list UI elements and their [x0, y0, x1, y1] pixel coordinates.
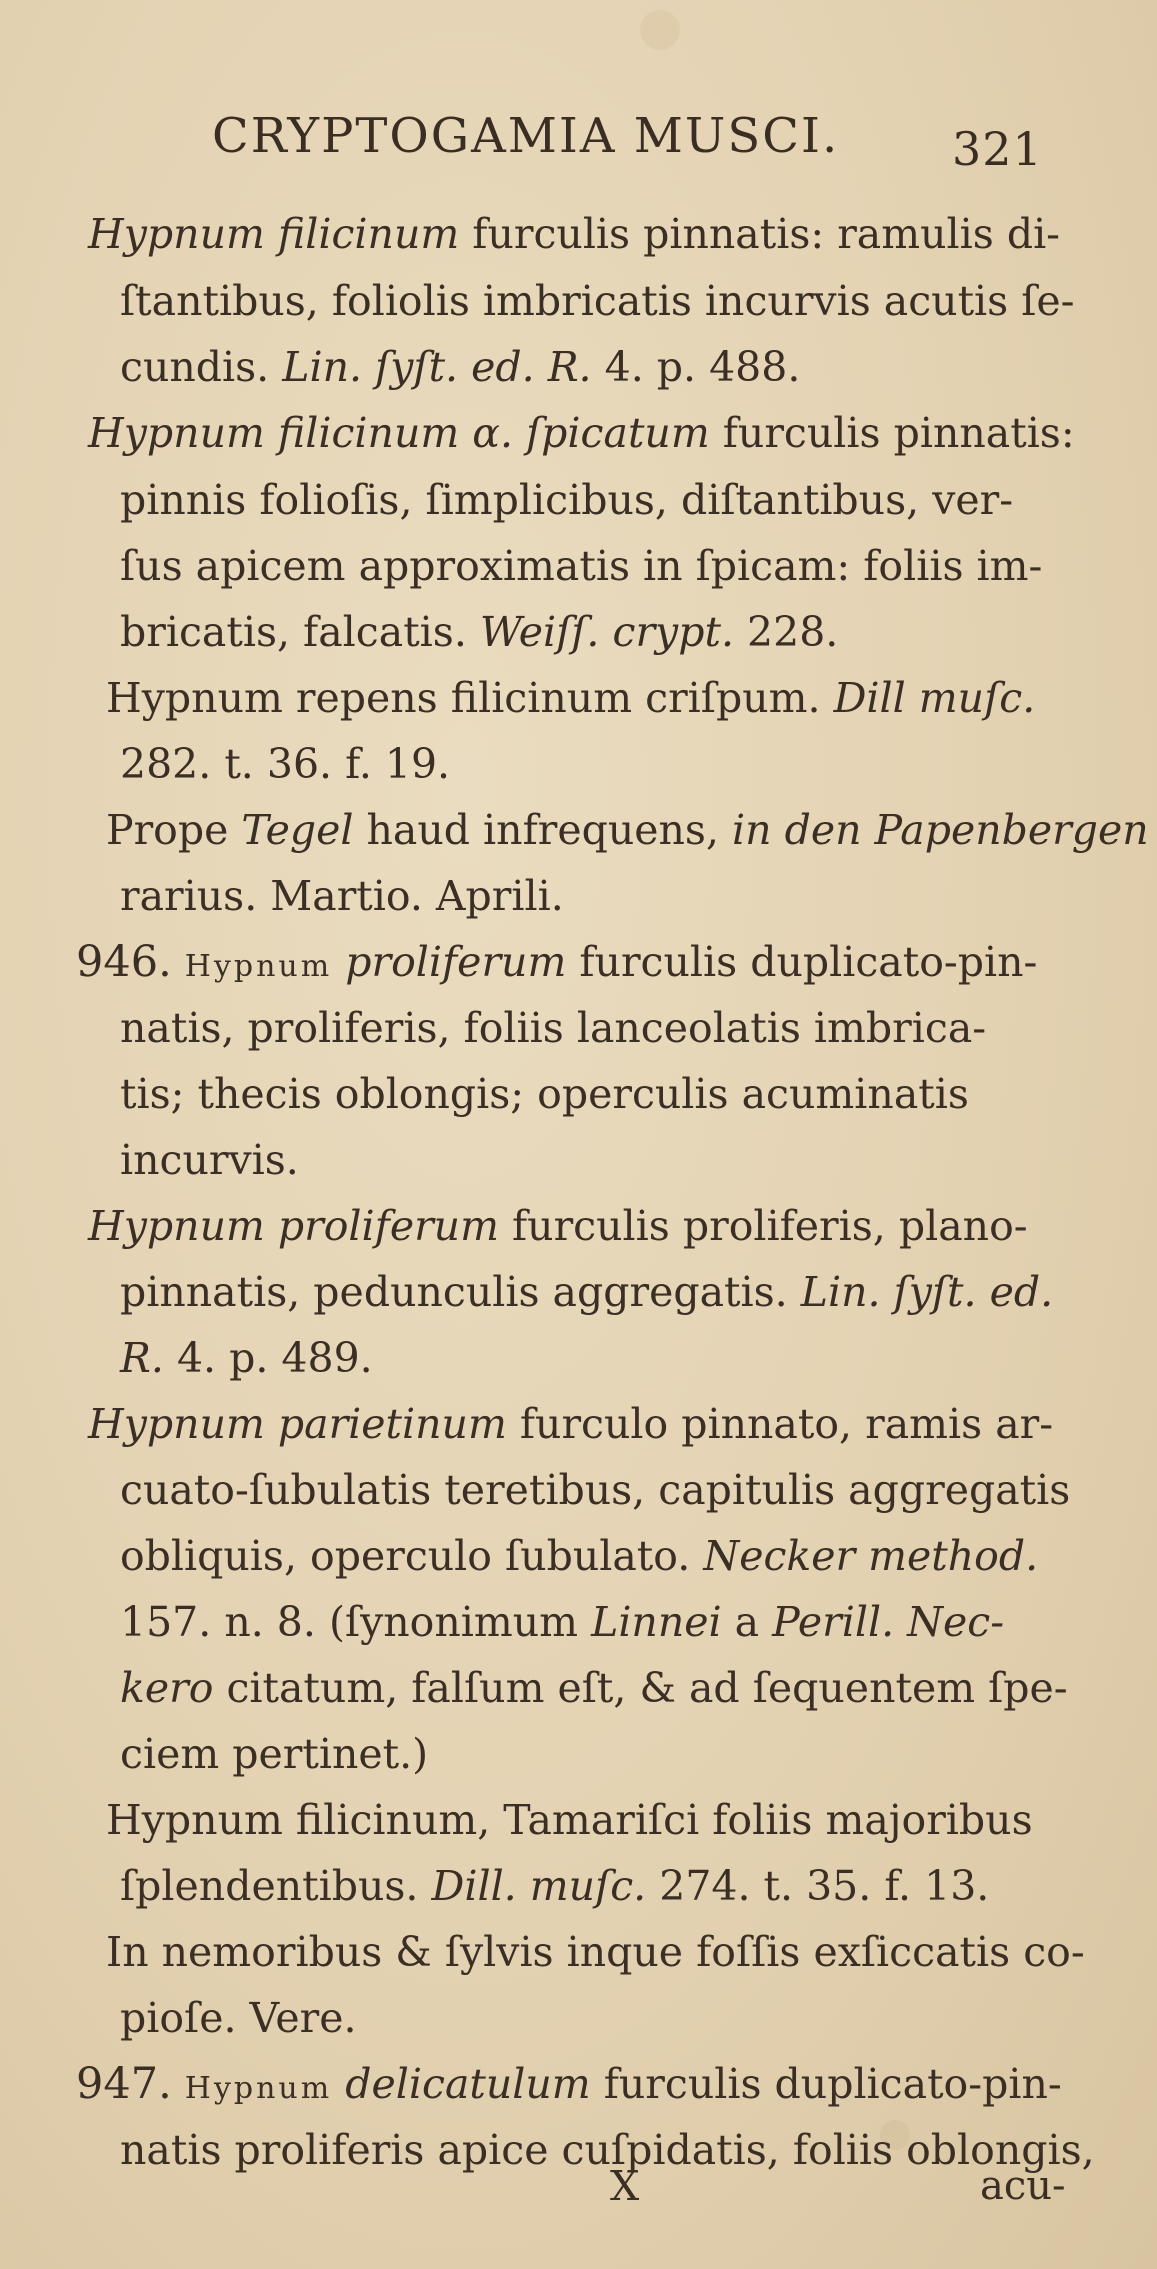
italic-text: Weiſſ. crypt.: [479, 608, 734, 656]
text-line: [120, 540, 1042, 592]
text-run: obliquis, operculo ſubulato.: [120, 1532, 704, 1580]
text-run: furculis duplicato-pin-: [566, 938, 1038, 986]
italic-text: Necker method.: [703, 1532, 1039, 1580]
italic-text: Linnei: [591, 1598, 722, 1646]
text-run: [332, 2060, 345, 2108]
text-run: ſplendentibus.: [120, 1862, 432, 1910]
text-line: [106, 1926, 1085, 1978]
text-line: [120, 1662, 1068, 1714]
text-run: 157. n. 8. (ſynonimum: [120, 1598, 592, 1646]
text-run: cuato-ſubulatis teretibus, capitulis aggregatis: [120, 1466, 1071, 1514]
text-line: [88, 208, 1060, 260]
entry-number: 946.: [76, 937, 172, 987]
text-run: pioſe. Vere.: [120, 1994, 357, 2042]
running-title: CRYPTOGAMIA MUSCI.: [212, 108, 840, 164]
italic-text: Lin. ſyſt. ed.: [800, 1268, 1054, 1316]
text-run: 228.: [733, 608, 839, 656]
text-line: [120, 1860, 989, 1912]
text-line: [76, 2058, 1062, 2110]
text-line: [120, 2124, 1095, 2176]
text-run: [332, 938, 345, 986]
italic-text: Tegel: [241, 806, 354, 854]
italic-text: Hypnum filicinum: [88, 210, 460, 258]
text-run: 4. p. 488.: [591, 343, 801, 391]
text-line: [120, 1266, 1053, 1318]
italic-text: delicatulum: [345, 2060, 591, 2108]
text-run: [172, 2060, 185, 2108]
italic-text: R.: [120, 1334, 164, 1382]
italic-text: Hypnum parietinum: [88, 1400, 507, 1448]
text-line: [120, 1332, 373, 1384]
genus-small-caps: Hypnum: [184, 949, 333, 984]
text-run: rarius. Martio. Aprili.: [120, 872, 564, 920]
text-line: [120, 1728, 428, 1780]
text-run: In nemoribus & ſylvis inque foſſis exſiccatis co-: [106, 1928, 1085, 1976]
text-run: furculis proliferis, plano-: [498, 1202, 1028, 1250]
italic-text: kero: [120, 1664, 214, 1712]
text-line: [120, 1530, 1038, 1582]
italic-text: Dill. muſc.: [431, 1862, 647, 1910]
text-run: citatum, falſum eſt, & ad ſequentem ſpe-: [213, 1664, 1068, 1712]
italic-text: Hypnum proliferum: [88, 1202, 499, 1250]
text-run: pinnatis, pedunculis aggregatis.: [120, 1268, 801, 1316]
text-run: haud infrequens,: [353, 806, 733, 854]
text-line: [120, 474, 1013, 526]
text-run: ſus apicem approximatis in ſpicam: foliis im-: [120, 542, 1043, 590]
text-run: natis, proliferis, foliis lanceolatis imbrica-: [120, 1004, 987, 1052]
genus-small-caps: Hypnum: [184, 2071, 333, 2106]
italic-text: proliferum: [345, 938, 567, 986]
italic-text: Hypnum filicinum α. ſpicatum: [88, 409, 710, 457]
text-run: 282. t. 36. f. 19.: [120, 740, 451, 788]
text-line: [120, 1464, 1070, 1516]
signature-mark: X: [610, 2162, 640, 2210]
page-number: 321: [952, 122, 1043, 176]
text-run: Hypnum filicinum, Tamariſci foliis majoribus: [106, 1796, 1033, 1844]
text-line: [76, 936, 1037, 988]
text-line: [88, 1200, 1028, 1252]
italic-text: Perill. Nec-: [772, 1598, 1005, 1646]
entry-number: 947.: [76, 2059, 172, 2109]
text-line: [120, 606, 838, 658]
text-run: ſtantibus, foliolis imbricatis incurvis acutis ſe-: [120, 277, 1075, 325]
text-line: [106, 1794, 1033, 1846]
text-run: pinnis folioſis, ſimplicibus, diſtantibus, ver-: [120, 476, 1014, 524]
text-run: bricatis, falcatis.: [120, 608, 480, 656]
text-run: furculis pinnatis: ramulis di-: [459, 210, 1061, 258]
text-run: Prope: [106, 806, 242, 854]
text-line: [120, 275, 1075, 327]
text-line: [120, 1992, 357, 2044]
text-run: furculis pinnatis:: [709, 409, 1075, 457]
text-line: [88, 1398, 1053, 1450]
italic-text: Dill muſc.: [833, 674, 1036, 722]
text-run: furculis duplicato-pin-: [590, 2060, 1062, 2108]
paper-stain: [640, 10, 680, 50]
text-run: ciem pertinet.): [120, 1730, 429, 1778]
text-run: natis proliferis apice cuſpidatis, foliis oblongis,: [120, 2126, 1095, 2174]
text-line: [120, 738, 450, 790]
text-run: cundis.: [120, 343, 283, 391]
text-run: furculo pinnato, ramis ar-: [506, 1400, 1054, 1448]
text-run: Hypnum repens filicinum criſpum.: [106, 674, 834, 722]
catchword: acu-: [980, 2163, 1066, 2209]
text-line: [120, 1134, 299, 1186]
text-line: [88, 407, 1075, 459]
italic-text: Lin. ſyſt. ed. R.: [282, 343, 592, 391]
text-run: a: [721, 1598, 773, 1646]
text-line: [120, 1002, 986, 1054]
text-line: [120, 870, 564, 922]
text-line: [106, 804, 1149, 856]
text-run: tis; thecis oblongis; operculis acuminatis: [120, 1070, 969, 1118]
text-run: [172, 938, 185, 986]
running-header: [0, 108, 1157, 176]
text-line: [120, 1596, 1004, 1648]
italic-text: in den Papenbergen: [732, 806, 1149, 854]
text-run: 274. t. 35. f. 13.: [646, 1862, 990, 1910]
text-run: incurvis.: [120, 1136, 299, 1184]
text-line: [120, 341, 800, 393]
text-line: [120, 1068, 969, 1120]
text-line: [106, 672, 1035, 724]
text-run: 4. p. 489.: [163, 1334, 373, 1382]
